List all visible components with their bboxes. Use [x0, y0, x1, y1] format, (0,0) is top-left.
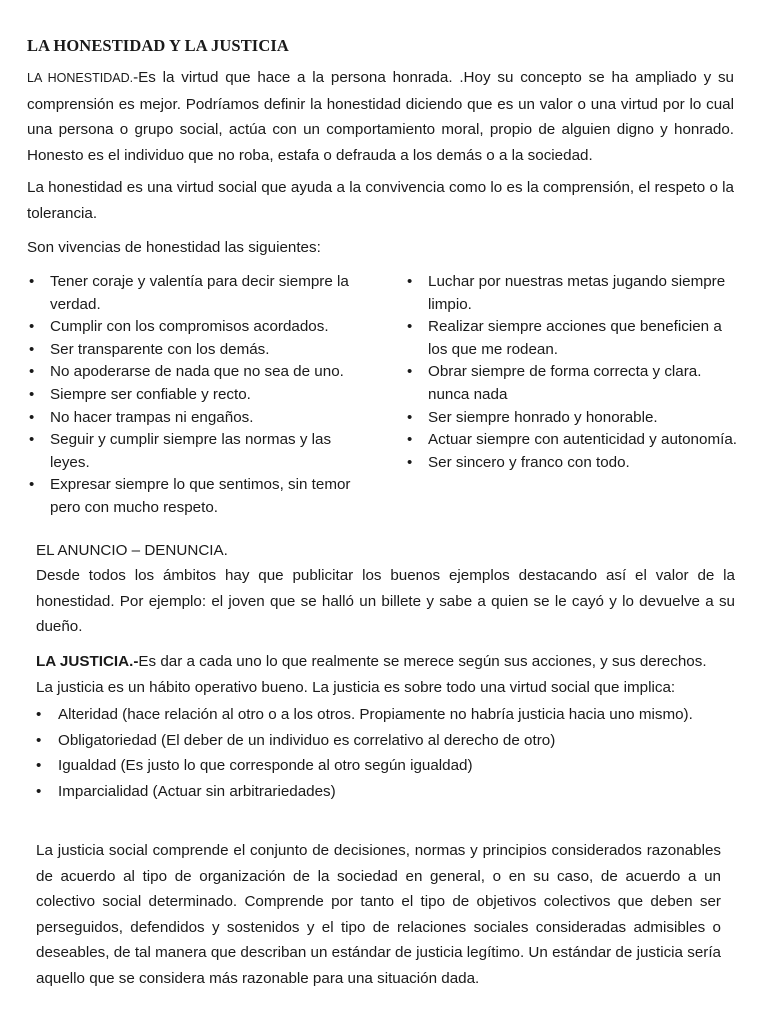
- list-item: • No hacer trampas ni engaños.: [29, 407, 369, 430]
- list-item: • Ser transparente con los demás.: [29, 339, 369, 362]
- list-item: • Cumplir con los compromisos acordados.: [29, 316, 369, 339]
- vivencias-intro: Son vivencias de honestidad las siguientes:: [27, 239, 321, 256]
- list-item: • Obligatoriedad (El deber de un individuo es correlativo al derecho de otro): [36, 728, 720, 754]
- justicia-lead: LA JUSTICIA.-: [36, 653, 139, 670]
- page-title: LA HONESTIDAD Y LA JUSTICIA: [27, 36, 289, 55]
- list-item: • Obrar siempre de forma correcta y clara. nunca nada: [407, 361, 737, 406]
- list-item: • Siempre ser confiable y recto.: [29, 384, 369, 407]
- list-item: • Actuar siempre con autenticidad y autonomía.: [407, 429, 737, 452]
- justicia-list: [36, 702, 720, 804]
- honestidad-paragraph: [27, 65, 734, 168]
- list-item: • Ser sincero y franco con todo.: [407, 452, 737, 475]
- vivencias-right-list: [407, 271, 737, 474]
- justicia-social-paragraph: La justicia social comprende el conjunto de decisiones, normas y principios considerados razonables de acuerdo al tipo de organización de la sociedad en general, o en su caso, de acuerdo a un colectivo social determinado. Comprende por tanto el tipo de objetivos colectivos que deben ser perseguidos, defendidos y sostenidos y el tipo de relaciones sociales consideradas admisibles o deseables, de tal manera que describan un estándar de justicia legítimo. Un estándar de justicia sería aquello que se considera más razonable para una situación dada.: [36, 842, 721, 987]
- list-item: • Luchar por nuestras metas jugando siempre limpio.: [407, 271, 737, 316]
- list-item: • Ser siempre honrado y honorable.: [407, 407, 737, 430]
- honestidad-text: -Es la virtud que hace a la persona honrada. .Hoy su concepto se ha ampliado y su comprensión es mejor. Podríamos definir la honestidad diciendo que es un valor o una virtud por lo cual una persona o grupo social, actúa con un comportamiento moral, propio de alguien digno y honrado. Honesto es el individuo que no roba, estafa o defrauda a los demás o a la sociedad.: [27, 69, 734, 164]
- social-paragraph: La honestidad es una virtud social que ayuda a la convivencia como lo es la comprensión, el respeto o la tolerancia.: [27, 179, 734, 222]
- list-item: • Seguir y cumplir siempre las normas y las leyes.: [29, 429, 369, 474]
- list-item: • Igualdad (Es justo lo que corresponde al otro según igualdad): [36, 753, 720, 779]
- justicia-text: Es dar a cada uno lo que realmente se merece según sus acciones, y sus derechos.: [138, 653, 707, 670]
- list-item: • Realizar siempre acciones que beneficien a los que me rodean.: [407, 316, 737, 361]
- anuncio-heading: EL ANUNCIO – DENUNCIA.: [36, 542, 228, 559]
- honestidad-lead: LA HONESTIDAD.: [27, 71, 134, 85]
- list-item: • Imparcialidad (Actuar sin arbitrariedades): [36, 779, 720, 805]
- list-item: • Alteridad (hace relación al otro o a los otros. Propiamente no habría justicia hacia uno mismo).: [36, 702, 720, 728]
- list-item: • Tener coraje y valentía para decir siempre la verdad.: [29, 271, 369, 316]
- justicia-line2: La justicia es un hábito operativo bueno. La justicia es sobre todo una virtud social que implica:: [36, 679, 676, 696]
- justicia-definition: [36, 649, 741, 675]
- list-item: • Expresar siempre lo que sentimos, sin temor pero con mucho respeto.: [29, 474, 369, 519]
- list-item: • No apoderarse de nada que no sea de uno.: [29, 361, 369, 384]
- vivencias-left-list: [29, 271, 369, 520]
- anuncio-paragraph: Desde todos los ámbitos hay que publicitar los buenos ejemplos destacando así el valor de la honestidad. Por ejemplo: el joven que se halló un billete y sabe a quien se le cayó y lo devuelve a su dueño.: [36, 567, 735, 635]
